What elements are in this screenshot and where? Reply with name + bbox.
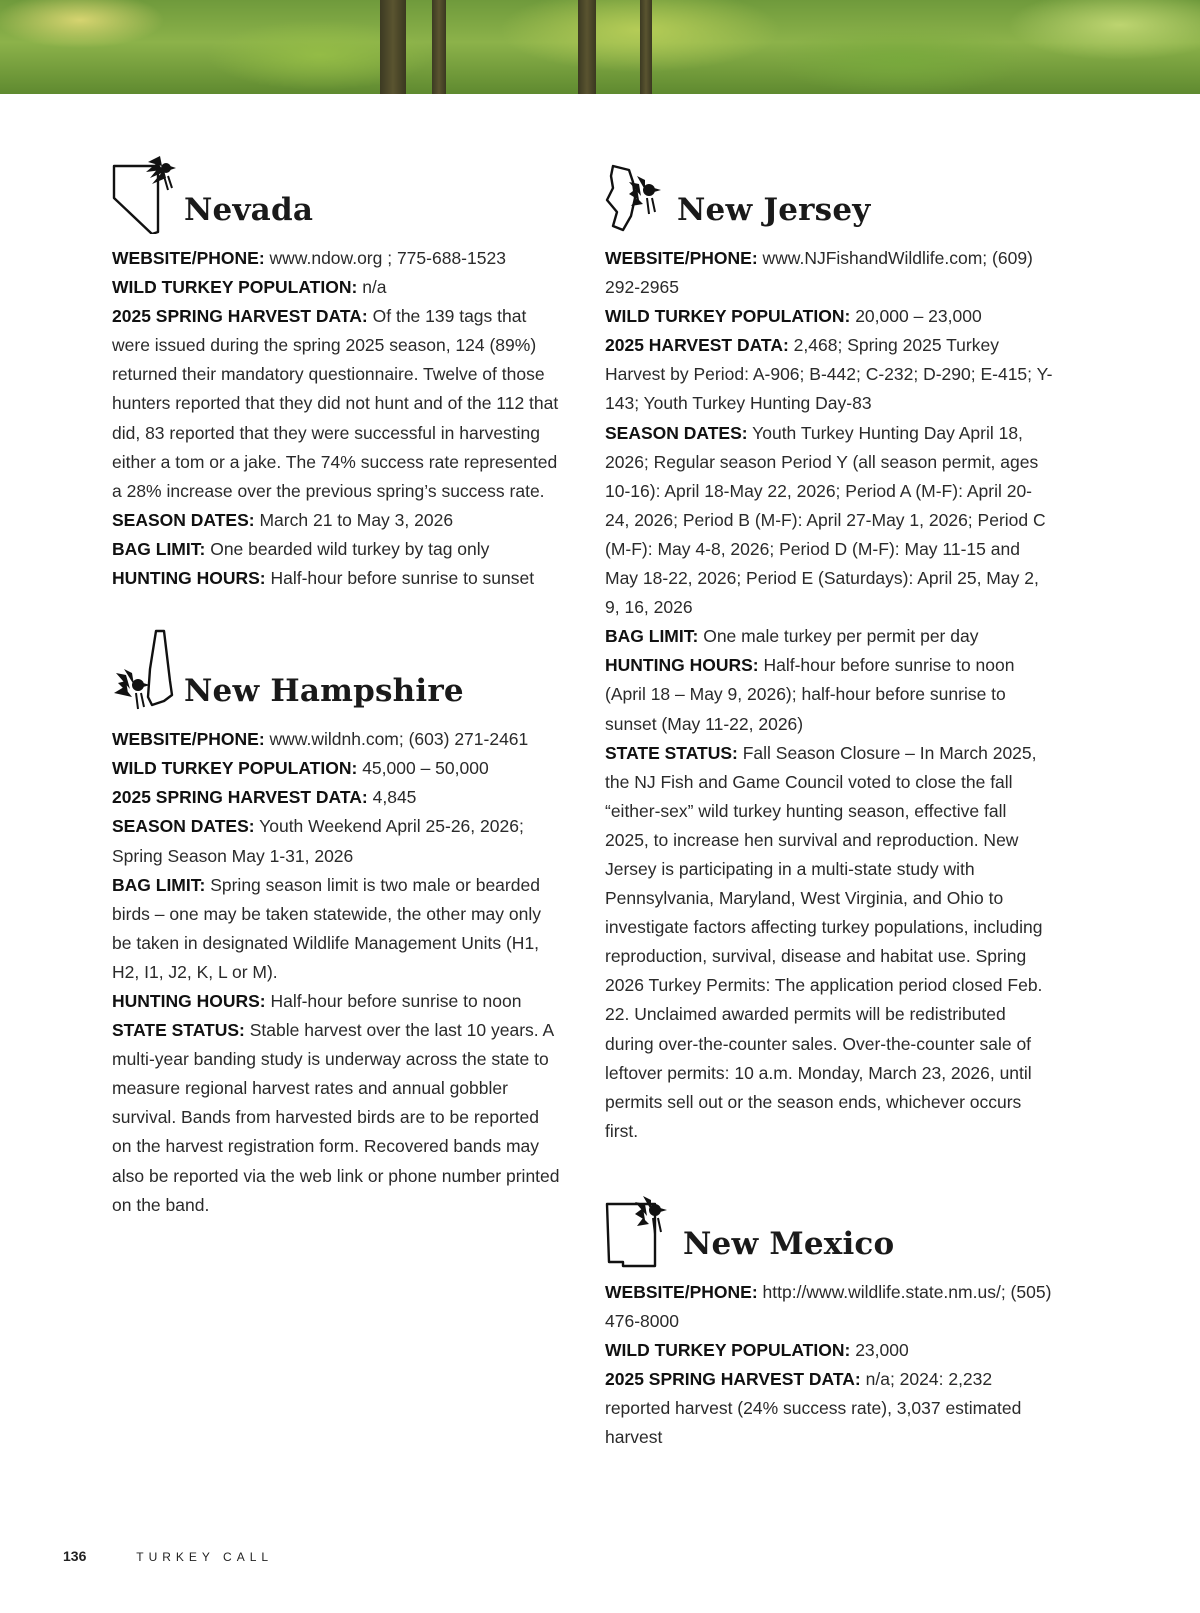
state-section-new-mexico (605, 1182, 1055, 1453)
field-value: www.ndow.org ; 775-688-1523 (269, 248, 506, 268)
state-name: New Jersey (677, 192, 871, 228)
field-label: WILD TURKEY POPULATION: (112, 758, 358, 779)
field-value: Spring season limit is two male or bearded birds – one may be taken statewide, the other may only be taken in designated Wildlife Management Units (H1, H2, I1, J2, K, L or M). (112, 874, 541, 982)
field-value: Of the 139 tags that were issued during the spring 2025 season, 124 (89%) returned their mandatory questionnaire. Twelve of those hunters reported that they did not hunt and of the 112 that did, 83 reported that they were successful in harvesting either a tom or a jake. The 74% success rate represented a 28% increase over the previous spring’s success rate. (112, 306, 559, 501)
state-field (605, 1278, 1055, 1336)
left-column (112, 148, 562, 1256)
state-section-new-jersey (605, 148, 1055, 1146)
state-section-new-hampshire (112, 629, 562, 1220)
field-label: HUNTING HOURS: (112, 568, 266, 589)
field-label: WEBSITE/PHONE: (605, 248, 758, 268)
field-label: HUNTING HOURS: (605, 655, 759, 676)
field-label: HUNTING HOURS: (112, 990, 266, 1011)
field-value: Fall Season Closure – In March 2025, the NJ Fish and Game Council voted to close the fall “either-sex” wild turkey hunting season, effective fall 2025, to increase hen survival and reproduction. New Jersey is participating in a multi-state study with Pennsylvania, Maryland, West Virginia, and Ohio to investigate factors affecting turkey populations, including reproduction, survival, disease and habitat use. Spring 2026 Turkey Permits: The application period closed Feb. 22. Unclaimed awarded permits will be redistributed during over-the-counter sales. Over-the-counter sale of leftover permits: 10 a.m. Monday, March 23, 2026, until permits sell out or the season ends, whichever occurs first. (605, 742, 1043, 1141)
state-field (112, 871, 562, 987)
state-field (112, 754, 562, 783)
field-label: 2025 SPRING HARVEST DATA: (605, 1369, 861, 1390)
state-field (605, 331, 1055, 418)
right-column (605, 148, 1055, 1488)
field-value: 45,000 – 50,000 (362, 758, 489, 779)
field-value: http://www.wildlife.state.nm.us/; (505) 476-8000 (605, 1281, 1052, 1331)
new-mexico-turkey-icon (605, 1194, 675, 1268)
state-field (112, 725, 562, 754)
state-field (605, 622, 1055, 651)
state-field (112, 506, 562, 535)
field-value: One bearded wild turkey by tag only (210, 538, 490, 559)
state-field (112, 783, 562, 812)
field-label: WEBSITE/PHONE: (112, 248, 265, 268)
state-field (605, 739, 1055, 1146)
state-field (112, 564, 562, 593)
field-label: WEBSITE/PHONE: (112, 729, 265, 750)
state-field (112, 273, 562, 302)
field-label: BAG LIMIT: (112, 874, 206, 895)
state-field (605, 419, 1055, 623)
field-value: n/a (362, 277, 387, 298)
field-value: Half-hour before sunrise to sunset (270, 568, 535, 589)
state-field (605, 302, 1055, 331)
magazine-title: TURKEY CALL (136, 1550, 274, 1564)
state-field (605, 1365, 1055, 1452)
state-field (112, 812, 562, 870)
field-label: WILD TURKEY POPULATION: (112, 277, 358, 298)
page-footer (63, 1548, 273, 1564)
field-value: Youth Turkey Hunting Day April 18, 2026; Regular season Period Y (all season permit, ages 10-16): April 18-May 22, 2026; Period A (M-F): April 20-24, 2026; Period B (M-F): April 27-May 1, 2026; Period C (M-F): May 4-8, 2026; Period D (M-F): May 11-15 and May 18-22, 2026; Period E (Saturdays): April 25, May 2, 9, 16, 2026 (605, 422, 1046, 618)
nevada-turkey-icon (112, 154, 176, 234)
field-label: SEASON DATES: (605, 422, 748, 443)
field-label: STATE STATUS: (112, 1020, 245, 1041)
field-value: www.NJFishandWildlife.com; (609) 292-2965 (605, 248, 1033, 298)
state-name: New Hampshire (184, 673, 464, 710)
forest-banner-image (0, 0, 1200, 94)
page-number: 136 (63, 1548, 87, 1564)
field-label: 2025 SPRING HARVEST DATA: (112, 787, 368, 808)
new-jersey-turkey-icon (605, 164, 669, 234)
field-value: Half-hour before sunrise to noon (April 18 – May 9, 2026); half-hour before sunrise to sunset (May 11-22, 2026) (605, 655, 1015, 734)
state-header (605, 1182, 1055, 1268)
field-value: March 21 to May 3, 2026 (259, 509, 454, 530)
field-label: WILD TURKEY POPULATION: (605, 1340, 851, 1361)
field-label: 2025 HARVEST DATA: (605, 335, 789, 356)
field-label: BAG LIMIT: (605, 626, 699, 647)
state-field (605, 244, 1055, 302)
state-name: New Mexico (683, 1225, 895, 1262)
field-value: 2,468; Spring 2025 Turkey Harvest by Period: A-906; B-442; C-232; D-290; E-415; Y-143; Youth Turkey Hunting Day-83 (605, 335, 1053, 414)
field-value: Stable harvest over the last 10 years. A multi-year banding study is underway across the state to measure regional harvest rates and annual gobbler survival. Bands from harvested birds are to be reported on the harvest registration form. Recovered bands may also be reported via the web link or phone number printed on the band. (112, 1020, 560, 1215)
field-label: BAG LIMIT: (112, 538, 206, 559)
field-value: 23,000 (855, 1340, 909, 1361)
field-label: SEASON DATES: (112, 816, 255, 837)
state-name: Nevada (184, 192, 314, 228)
state-field (112, 302, 562, 506)
state-field (605, 1336, 1055, 1365)
field-label: SEASON DATES: (112, 509, 255, 530)
field-value: n/a; 2024: 2,232 reported harvest (24% success rate), 3,037 estimated harvest (605, 1369, 1022, 1448)
state-section-nevada (112, 148, 562, 593)
new-hampshire-turkey-icon (112, 629, 176, 715)
state-field (112, 244, 562, 273)
field-label: 2025 SPRING HARVEST DATA: (112, 306, 368, 327)
field-label: STATE STATUS: (605, 742, 738, 763)
state-header (112, 629, 562, 715)
state-header (605, 148, 1055, 234)
state-field (112, 535, 562, 564)
field-value: 20,000 – 23,000 (855, 306, 982, 327)
field-value: www.wildnh.com; (603) 271-2461 (269, 729, 529, 750)
state-field (605, 651, 1055, 738)
field-label: WILD TURKEY POPULATION: (605, 306, 851, 327)
state-field (112, 1016, 562, 1220)
field-value: 4,845 (372, 787, 417, 808)
field-label: WEBSITE/PHONE: (605, 1281, 758, 1302)
field-value: Half-hour before sunrise to noon (270, 990, 522, 1011)
field-value: Youth Weekend April 25-26, 2026; Spring Season May 1-31, 2026 (112, 816, 524, 866)
field-value: One male turkey per permit per day (703, 626, 979, 647)
state-header (112, 148, 562, 234)
state-field (112, 987, 562, 1016)
